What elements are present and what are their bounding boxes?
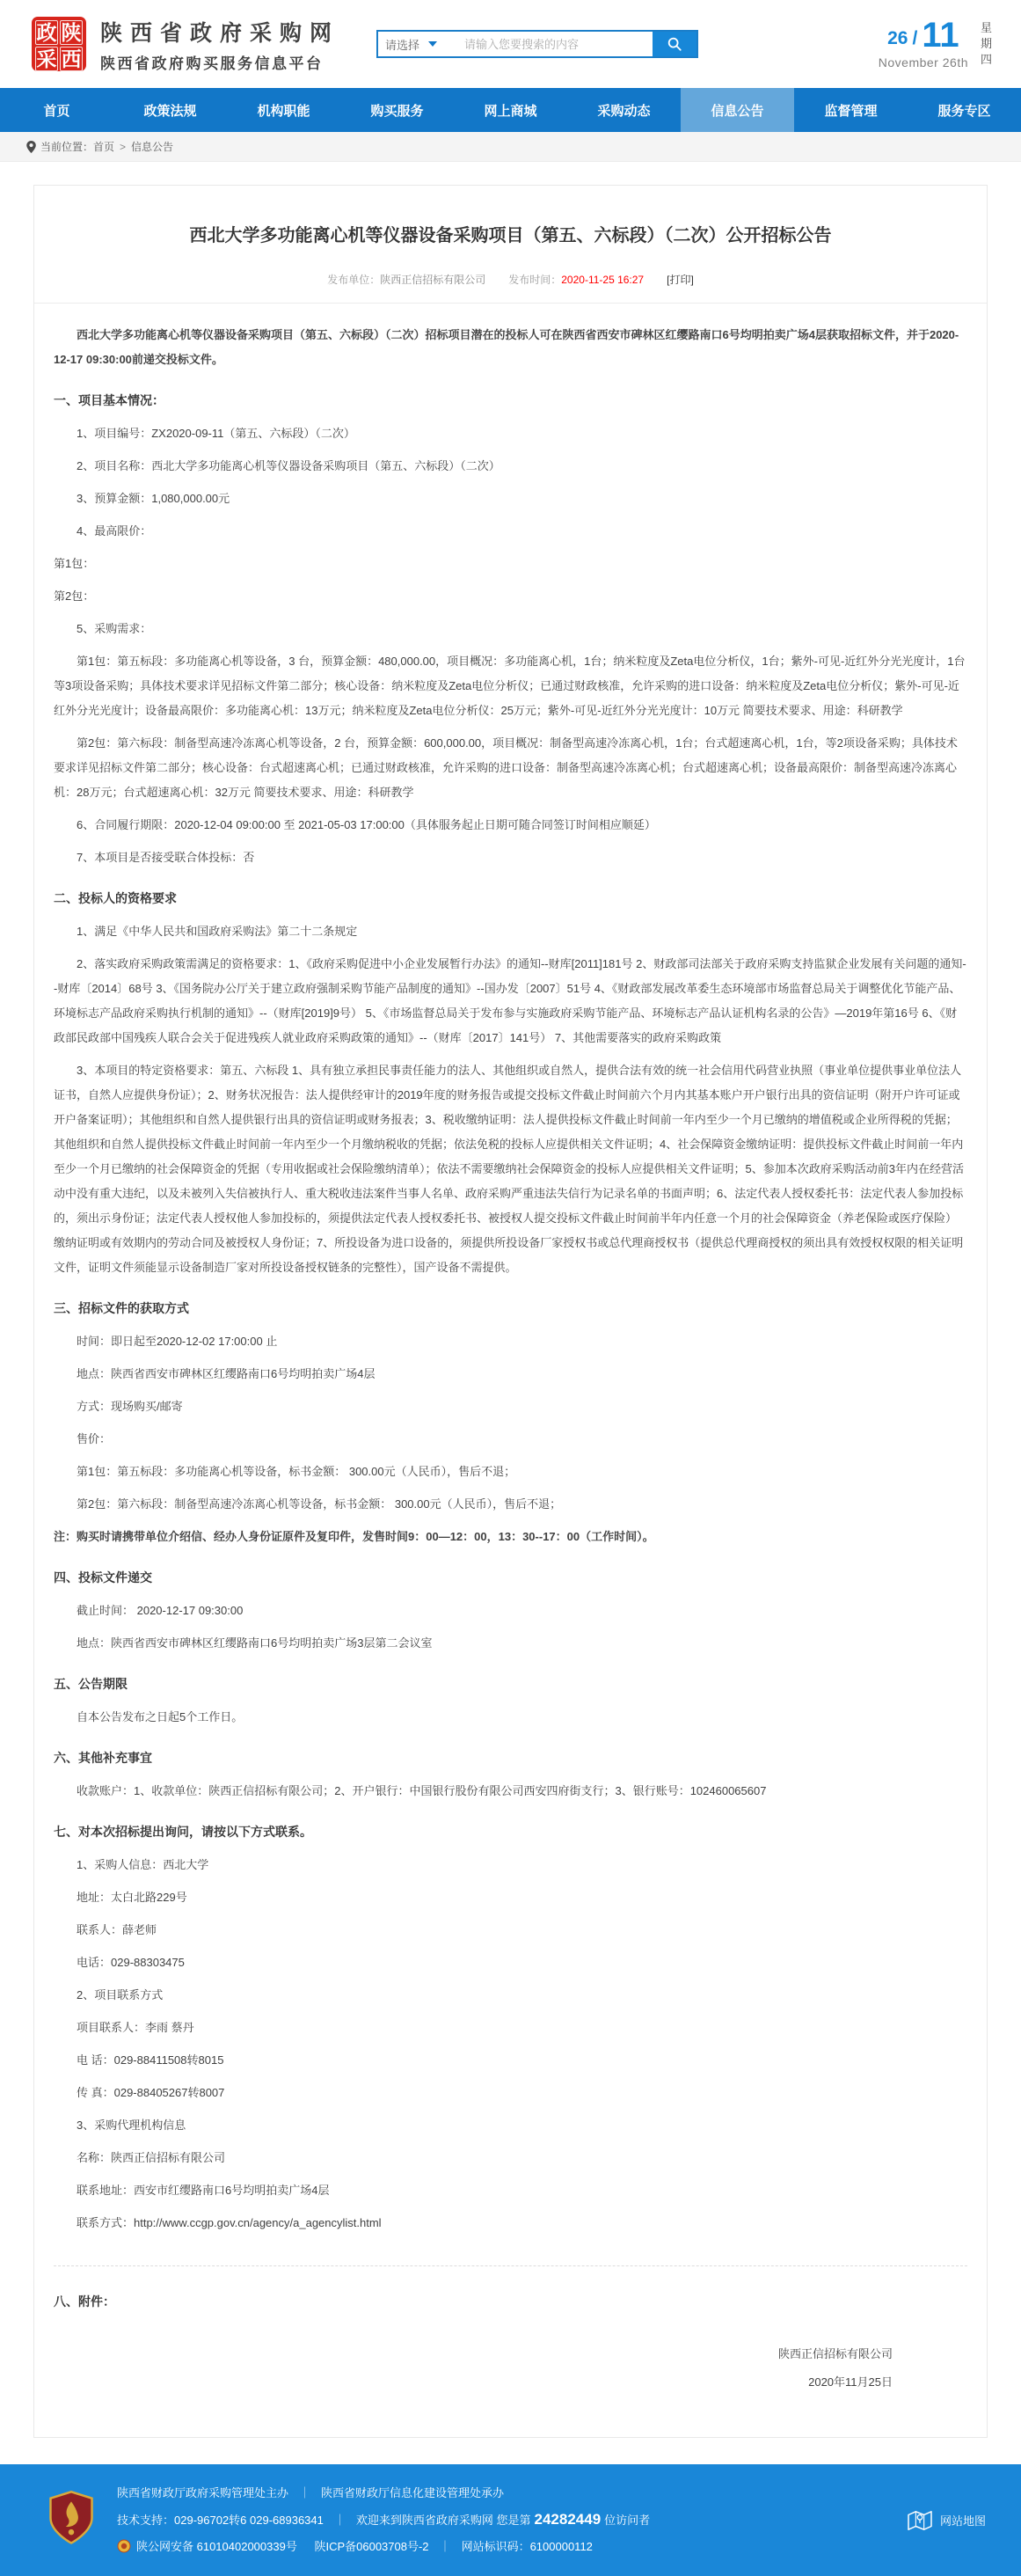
article-paragraph: 注：购买时请携带单位介绍信、经办人身份证原件及复印件，发售时间9：00—12：00，13：30--17：00（工作时间）。	[54, 1530, 654, 1543]
nav-item-functions[interactable]: 机构职能	[257, 103, 310, 119]
breadcrumb-home-link[interactable]: 首页	[93, 141, 115, 153]
discipline-shield-badge-icon	[48, 2491, 94, 2550]
section-heading: 六、其他补充事宜	[54, 1751, 152, 1765]
seal-char: 采	[36, 48, 57, 70]
article-meta	[54, 272, 967, 287]
date-widget	[879, 18, 995, 70]
nav-item-purchase-services[interactable]: 购买服务	[370, 103, 424, 119]
site-subtitle: 陕西省政府购买服务信息平台	[100, 55, 324, 72]
publish-time-value: 2020-11-25 16:27	[561, 274, 645, 286]
section-heading: 五、公告期限	[54, 1677, 128, 1691]
seal-char: 西	[61, 48, 82, 70]
breadcrumb-separator: >	[120, 140, 127, 153]
seal-logo-icon	[32, 17, 86, 71]
article-paragraph: 时间：即日起至2020-12-02 17:00:00 止	[77, 1335, 278, 1348]
footer-welcome: 欢迎来到陕西省政府采购网 您是第	[355, 2514, 531, 2527]
article-paragraph: 电 话：029-88411508转8015	[77, 2053, 224, 2067]
police-badge-icon	[117, 2539, 131, 2553]
article-paragraph: 方式：现场购买/邮寄	[77, 1400, 183, 1413]
article-paragraph: 传 真：029-88405267转8007	[77, 2086, 225, 2099]
article-paragraph: 第2包：第六标段：制备型高速冷冻离心机等设备，2 台，预算金额：600,000.00，项目概况：制备型高速冷冻离心机，1台；台式超速离心机，1台，等2项设备采购；具体技术要求详见招标文件第二部分；核心设备：台式超速离心机；已通过财政核准，允许采购的进口设备：制备型高速冷冻离心机；台式超速离心机；设备最高限价：制备型高速冷冻离心机：28万元；台式超速离心机：32万元 简要技术要求、用途：科研教学	[54, 736, 958, 799]
main-nav	[0, 88, 1021, 132]
article-paragraph: 联系方式：http://www.ccgp.gov.cn/agency/a_agencylist.html	[77, 2216, 382, 2229]
article-paragraph: 1、项目编号：ZX2020-09-11（第五、六标段）（二次）	[77, 427, 355, 440]
article-paragraph: 5、采购需求：	[77, 622, 152, 635]
footer-line-support: 技术支持：029-96702转6 029-68936341 ｜ 欢迎来到陕西省政府采购网 您是第 24282449 位访问者	[117, 2511, 651, 2528]
site-header	[0, 0, 1021, 88]
search-icon	[667, 36, 682, 52]
footer-icp-number[interactable]: 陕ICP备06003708号-2	[314, 2540, 429, 2553]
seal-char: 陕	[61, 21, 82, 44]
site-title: 陕西省政府采购网	[100, 20, 340, 46]
chevron-down-icon	[428, 41, 437, 47]
site-footer	[0, 2464, 1021, 2576]
site-logo	[32, 16, 339, 73]
article-paragraph: 第2包：第六标段：制备型高速冷冻离心机等设备，标书金额： 300.00元（人民币），售后不退；	[77, 1497, 562, 1511]
date-day-ordinal: 26th	[942, 55, 968, 70]
footer-line-hosts: 陕西省财政厅政府采购管理处主办 ｜ 陕西省财政厅信息化建设管理处承办	[117, 2486, 505, 2499]
sitemap-label: 网站地图	[939, 2514, 986, 2528]
section-heading: 四、投标文件递交	[54, 1570, 152, 1584]
breadcrumb-current-link[interactable]: 信息公告	[131, 141, 174, 153]
publisher-value: 陕西正信招标有限公司	[380, 274, 486, 286]
publish-time-label: 发布时间：	[508, 274, 562, 286]
breadcrumb-label: 当前位置：	[40, 141, 94, 153]
footer-visitor-suffix: 位访问者	[604, 2514, 651, 2527]
article-paragraph: 4、最高限价：	[77, 524, 152, 538]
article-paragraph: 3、预算金额：1,080,000.00元	[77, 492, 230, 505]
date-weekday: 星期四	[981, 21, 993, 66]
article-paragraph: 联系人：薛老师	[77, 1923, 157, 1936]
nav-item-policies[interactable]: 政策法规	[143, 103, 197, 119]
search-input[interactable]	[457, 32, 653, 56]
footer-site-code: 网站标识码：6100000112	[461, 2540, 593, 2553]
footer-tech-support: 技术支持：029-96702转6 029-68936341	[117, 2514, 324, 2527]
print-button[interactable]: [打印]	[667, 274, 694, 286]
article-paragraph: 2、项目联系方式	[77, 1988, 164, 2002]
article-paragraph: 2、落实政府采购政策需满足的资格要求：1、《政府采购促进中小企业发展暂行办法》的通知--财库[2011]181号 2、财政部司法部关于政府采购支持监狱企业发展有关问题的通知--财库〔2014〕68号 3、《国务院办公厅关于建立政府强制采购节能产品制度的通知》--国办发〔2007〕51号 4、《财政部发展改革委生态环境部市场监督总局关于调整优化节能产品、环境标志产品政府采购执行机制的通知》--（财库[2019]9号） 5、《市场监督总局关于发布参与实施政府采购节能产品、环境标志产品认证机构名录的公告》—2019年第16号 6、《财政部民政部中国残疾人联合会关于促进残疾人就业政府采购政策的通知》--（财库〔2017〕141号） 7、其他需要落实的政府采购政策	[54, 957, 966, 1044]
article-paragraph: 地址：太白北路229号	[77, 1891, 187, 1904]
date-separator: /	[912, 28, 918, 48]
page-title: 西北大学多功能离心机等仪器设备采购项目（第五、六标段）（二次）公开招标公告	[189, 226, 832, 245]
article-paragraph: 7、本项目是否接受联合体投标：否	[77, 851, 255, 864]
attachment-divider	[54, 2265, 967, 2266]
nav-item-procurement-news[interactable]: 采购动态	[597, 103, 651, 119]
article-paragraph: 自本公告发布之日起5个工作日。	[77, 1710, 244, 1723]
article-paragraph: 地点：陕西省西安市碑林区红缨路南口6号均明拍卖广场4层	[77, 1367, 376, 1380]
article-card	[33, 185, 988, 2438]
search-bar	[376, 30, 698, 58]
nav-item-online-mall[interactable]: 网上商城	[484, 103, 537, 119]
article-body	[54, 323, 967, 2314]
footer-line-registration: 陕公网安备 61010402000339号 陕ICP备06003708号-2 ｜ 网站标识码：6100000112	[117, 2534, 650, 2560]
section-heading: 八、附件：	[54, 2294, 115, 2309]
sitemap-button[interactable]	[907, 2509, 986, 2532]
article-paragraph: 1、采购人信息：西北大学	[77, 1858, 209, 1871]
seal-char: 政	[36, 21, 57, 44]
footer-psb-number[interactable]: 陕公网安备 61010402000339号	[136, 2540, 297, 2553]
article-paragraph: 第2包：	[54, 589, 95, 603]
signature-company: 陕西正信招标有限公司	[777, 2347, 893, 2360]
sitemap-map-icon	[907, 2509, 933, 2532]
nav-item-home[interactable]: 首页	[43, 103, 70, 119]
footer-host: 陕西省财政厅政府采购管理处主办	[117, 2486, 289, 2499]
search-select-label: 请选择	[385, 38, 420, 52]
date-day: 26	[887, 28, 908, 48]
footer-cohost: 陕西省财政厅信息化建设管理处承办	[321, 2486, 505, 2499]
article-paragraph: 第1包：	[54, 557, 95, 570]
article-paragraph: 名称：陕西正信招标有限公司	[77, 2151, 226, 2164]
section-heading: 一、项目基本情况：	[54, 393, 164, 407]
article-paragraph: 第1包：第五标段：多功能离心机等设备，标书金额： 300.00元（人民币），售后不退；	[77, 1465, 516, 1478]
article-paragraph: 3、本项目的特定资格要求：第五、六标段 1、具有独立承担民事责任能力的法人、其他组织或自然人，提供合法有效的统一社会信用代码营业执照（事业单位提供事业单位法人证书，自然人应提供身份证）；2、财务状况报告：法人提供经审计的2019年度的财务报告或提交投标文件截止时间前六个月内其基本账户开户银行出具的资信证明（附开户许可证或开户备案证明）；其他组织和自然人提供银行出具的资信证明或财务报表；3、税收缴纳证明：法人提供投标文件截止时间前一年内至少一个月已缴纳的增值税或企业所得税的凭据；其他组织和自然人提供投标文件截止时间前一年内至少一个月缴纳税收的凭据；依法免税的投标人应提供相关文件证明；4、社会保障资金缴纳证明：提供投标文件截止时间前一年内至少一个月已缴纳的社会保障资金的凭据（专用收据或社会保险缴纳清单）；依法不需要缴纳社会保障资金的投标人应提供相关文件证明；5、参加本次政府采购活动前3年内在经营活动中没有重大违纪，以及未被列入失信被执行人、重大税收违法案件当事人名单、政府采购严重违法失信行为记录名单的书面声明；6、法定代表人授权委托书：法定代表人参加投标的，须出示身份证；法定代表人授权他人参加投标的，须提供法定代表人授权委托书、被授权人提交投标文件截止时间前半年内任意一个月的社会保障资金（养老保险或医疗保险）缴纳证明或有效期内的劳动合同及被授权人身份证；7、所投设备为进口设备的，须提供所投设备厂家授权书或总代理商授权书（提供总代理商授权的须出具有效授权权限的相关证明文件，证明文件须能显示设备制造厂家对所投设备授权链条的完整性），国产设备不需提供。	[54, 1064, 964, 1274]
article-paragraph: 项目联系人：李雨 蔡丹	[77, 2021, 194, 2034]
article-paragraph: 收款账户：1、收款单位：陕西正信招标有限公司；2、开户银行：中国银行股份有限公司西安四府街支行；3、银行账号：102460065607	[77, 1784, 767, 1797]
article-paragraph: 3、采购代理机构信息	[77, 2119, 186, 2132]
visitor-count: 24282449	[534, 2511, 602, 2528]
date-month: 11	[922, 16, 959, 55]
location-pin-icon	[26, 141, 36, 153]
article-paragraph: 2、项目名称：西北大学多功能离心机等仪器设备采购项目（第五、六标段）（二次）	[77, 459, 500, 472]
signature-date: 2020年11月25日	[808, 2375, 893, 2389]
date-month-en: November	[878, 55, 939, 70]
section-heading: 七、对本次招标提出询问，请按以下方式联系。	[54, 1825, 312, 1839]
article-paragraph: 第1包：第五标段：多功能离心机等设备，3 台，预算金额：480,000.00，项目概况：多功能离心机，1台；纳米粒度及Zeta电位分析仪，1台；紫外-可见-近红外分光光度计，1台等3项设备采购；具体技术要求详见招标文件第二部分；核心设备：纳米粒度及Zeta电位分析仪；已通过财政核准，允许采购的进口设备：纳米粒度及Zeta电位分析仪；紫外-可见-近红外分光光度计；设备最高限价：多功能离心机：13万元；纳米粒度及Zeta电位分析仪：25万元；紫外-可见-近红外分光光度计：10万元 简要技术要求、用途：科研教学	[54, 655, 966, 717]
search-category-select[interactable]	[378, 32, 457, 56]
publisher-label: 发布单位：	[327, 274, 381, 286]
search-button[interactable]	[653, 32, 696, 56]
section-heading: 二、投标人的资格要求	[54, 891, 177, 905]
section-heading: 三、招标文件的获取方式	[54, 1301, 189, 1315]
article-paragraph: 1、满足《中华人民共和国政府采购法》第二十二条规定	[77, 925, 358, 938]
nav-item-announcements[interactable]: 信息公告	[681, 88, 794, 132]
article-signature	[54, 2340, 967, 2397]
article-paragraph: 西北大学多功能离心机等仪器设备采购项目（第五、六标段）（二次）招标项目潜在的投标人可在陕西省西安市碑林区红缨路南口6号均明拍卖广场4层获取招标文件，并于2020-12-17 09:30:00前递交投标文件。	[54, 328, 959, 366]
nav-item-service-zone[interactable]: 服务专区	[937, 103, 991, 119]
article-paragraph: 售价：	[77, 1432, 112, 1445]
article-paragraph: 截止时间： 2020-12-17 09:30:00	[77, 1604, 244, 1617]
article-paragraph: 6、合同履行期限：2020-12-04 09:00:00 至 2021-05-03 17:00:00（具体服务起止日期可随合同签订时间相应顺延）	[77, 818, 656, 831]
meta-divider	[34, 303, 987, 304]
article-paragraph: 电话：029-88303475	[77, 1956, 185, 1969]
article-paragraph: 地点：陕西省西安市碑林区红缨路南口6号均明拍卖广场3层第二会议室	[77, 1636, 433, 1650]
breadcrumb	[0, 132, 1021, 162]
nav-item-supervision[interactable]: 监督管理	[824, 103, 878, 119]
article-paragraph: 联系地址：西安市红缨路南口6号均明拍卖广场4层	[77, 2184, 330, 2197]
